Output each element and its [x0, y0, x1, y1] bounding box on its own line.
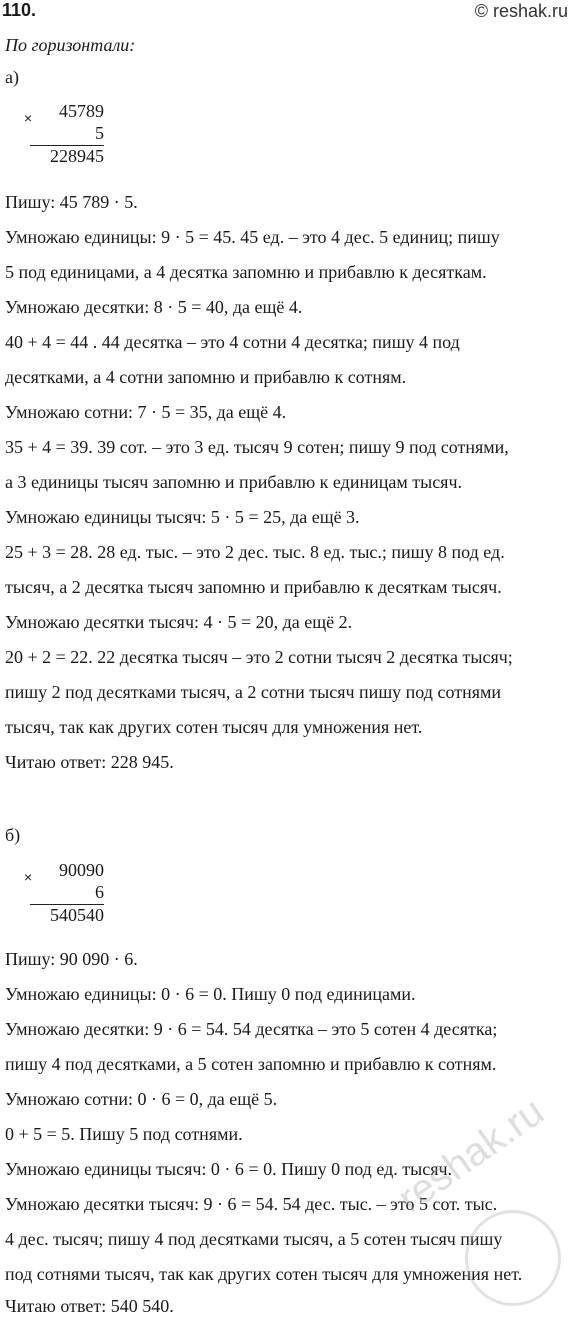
text-line: Умножаю единицы тысяч: 5 · 5 = 25, да ещё 3.: [5, 507, 360, 527]
problem-number: 110.: [2, 0, 37, 20]
multiply-sign: ×: [24, 110, 33, 126]
text-line: 40 + 4 = 44 . 44 десятка – это 4 сотни 4 десятка; пишу 4 под: [5, 332, 460, 352]
text-line: 0 + 5 = 5. Пишу 5 под сотнями.: [5, 1124, 243, 1144]
text-line: десятками, а 4 сотни запомню и прибавлю к сотням.: [5, 367, 407, 387]
text-line: пишу 4 под десятками, а 5 сотен запомню и прибавлю к сотням.: [5, 1054, 497, 1074]
text-line: Умножаю единицы: 9 · 5 = 45. 45 ед. – это 4 дес. 5 единиц; пишу: [5, 227, 500, 247]
part-b-label: б): [5, 825, 21, 845]
text-line: Умножаю сотни: 7 · 5 = 35, да ещё 4.: [5, 402, 287, 422]
text-line: 4 дес. тысяч; пишу 4 под десятками тысяч, а 5 сотен тысяч пишу: [5, 1229, 503, 1249]
multiplier: 6: [95, 882, 104, 902]
text-line: Умножаю десятки тысяч: 4 · 5 = 20, да ещё 2.: [5, 612, 353, 632]
site-watermark-label: © reshak.ru: [474, 1, 568, 21]
text-line: Пишу: 90 090 · 6.: [5, 949, 138, 969]
text-line: тысяч, а 2 десятка тысяч запомню и прибавлю к десяткам тысяч.: [5, 577, 502, 597]
text-line: Умножаю десятки: 8 · 5 = 40, да ещё 4.: [5, 297, 303, 317]
product: 540540: [50, 905, 104, 925]
text-line: 5 под единицами, а 4 десятка запомню и прибавлю к десяткам.: [5, 262, 487, 282]
text-line: тысяч, так как других сотен тысяч для умножения нет.: [5, 717, 423, 737]
text-line: пишу 2 под десятками тысяч, а 2 сотни тысяч пишу под сотнями: [5, 682, 502, 702]
product: 228945: [50, 146, 104, 166]
answer-line: Читаю ответ: 540 540.: [5, 1296, 174, 1316]
multiplicand: 45789: [59, 101, 104, 121]
text-line: 20 + 2 = 22. 22 десятка тысяч – это 2 сотни тысяч 2 десятка тысяч;: [5, 647, 513, 667]
watermark-text: reshak.ru: [390, 1089, 552, 1222]
text-line: Умножаю десятки: 9 · 6 = 54. 54 десятка – это 5 сотен 4 десятка;: [5, 1019, 498, 1039]
part-a-column-multiplication: [24, 101, 124, 171]
text-line: 35 + 4 = 39. 39 сот. – это 3 ед. тысяч 9 сотен; пишу 9 под сотнями,: [5, 437, 509, 457]
part-b-column-multiplication: [24, 860, 124, 930]
watermark-logo-icon: [465, 1210, 561, 1306]
answer-line: Читаю ответ: 228 945.: [5, 752, 174, 772]
text-line: Пишу: 45 789 · 5.: [5, 192, 138, 212]
text-line: 25 + 3 = 28. 28 ед. тыс. – это 2 дес. тыс. 8 ед. тыс.; пишу 8 под ед.: [5, 542, 505, 562]
section-title: По горизонтали:: [5, 35, 136, 55]
text-line: Умножаю сотни: 0 · 6 = 0, да ещё 5.: [5, 1089, 278, 1109]
text-line: под сотнями тысяч, так как других сотен тысяч для умножения нет.: [5, 1264, 523, 1284]
text-line: Умножаю единицы тысяч: 0 · 6 = 0. Пишу 0 под ед. тысяч.: [5, 1159, 453, 1179]
multiplicand: 90090: [59, 860, 104, 880]
text-line: Умножаю десятки тысяч: 9 · 6 = 54. 54 дес. тыс. – это 5 сот. тыс.: [5, 1194, 498, 1214]
text-line: Умножаю единицы: 0 · 6 = 0. Пишу 0 под единицами.: [5, 984, 416, 1004]
multiplier: 5: [95, 123, 104, 143]
part-a-label: а): [5, 67, 19, 87]
multiply-sign: ×: [24, 869, 33, 885]
text-line: а 3 единицы тысяч запомню и прибавлю к единицам тысяч.: [5, 472, 463, 492]
